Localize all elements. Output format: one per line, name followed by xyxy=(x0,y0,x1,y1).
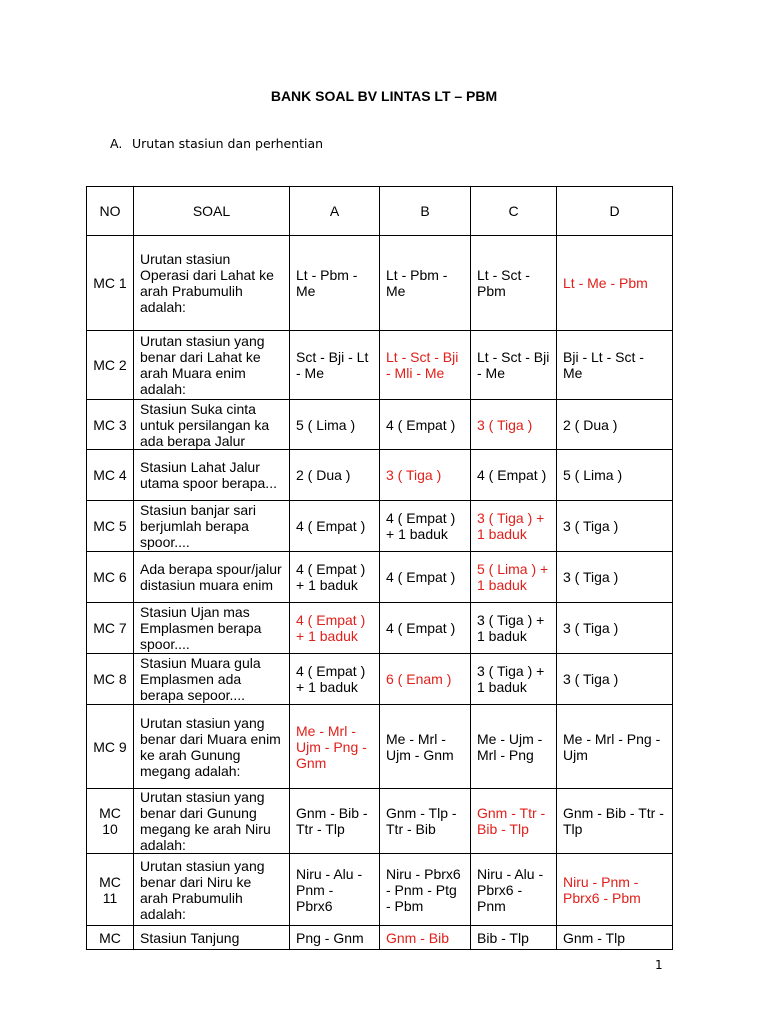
option-b: 3 ( Tiga ) xyxy=(380,450,471,501)
option-c: 3 ( Tiga ) + 1 baduk xyxy=(471,501,557,552)
option-c: 5 ( Lima ) + 1 baduk xyxy=(471,552,557,603)
option-c: 3 ( Tiga ) xyxy=(471,400,557,450)
option-d: Gnm - Bib - Ttr - Tlp xyxy=(557,789,673,854)
option-c: 4 ( Empat ) xyxy=(471,450,557,501)
table-row xyxy=(87,854,673,926)
question-number: MC 5 xyxy=(87,501,134,552)
option-d: 5 ( Lima ) xyxy=(557,450,673,501)
option-b: 4 ( Empat ) xyxy=(380,400,471,450)
table-row xyxy=(87,501,673,552)
option-b: 4 ( Empat ) xyxy=(380,552,471,603)
table-row xyxy=(87,450,673,501)
question-text: Stasiun Suka cinta untuk persilangan ka ada berapa Jalur xyxy=(134,400,290,450)
question-text: Stasiun Ujan mas Emplasmen berapa spoor.... xyxy=(134,603,290,654)
question-text: Stasiun Tanjung xyxy=(134,926,290,950)
section-heading xyxy=(110,136,323,151)
table-row xyxy=(87,603,673,654)
page-number: 1 xyxy=(655,958,663,972)
option-a: Niru - Alu - Pnm - Pbrx6 xyxy=(290,854,380,926)
question-text: Ada berapa spour/jalur distasiun muara enim xyxy=(134,552,290,603)
question-number: MC 10 xyxy=(87,789,134,854)
option-c: Niru - Alu - Pbrx6 - Pnm xyxy=(471,854,557,926)
question-text: Stasiun Muara gula Emplasmen ada berapa sepoor.... xyxy=(134,654,290,705)
option-d: Bji - Lt - Sct - Me xyxy=(557,331,673,400)
question-text: Stasiun Lahat Jalur utama spoor berapa... xyxy=(134,450,290,501)
question-number: MC 1 xyxy=(87,236,134,331)
option-b: Gnm - Tlp - Ttr - Bib xyxy=(380,789,471,854)
option-d: 3 ( Tiga ) xyxy=(557,654,673,705)
question-number: MC 2 xyxy=(87,331,134,400)
option-b: Lt - Sct - Bji - Mli - Me xyxy=(380,331,471,400)
header-no: NO xyxy=(87,187,134,236)
option-a: 4 ( Empat ) + 1 baduk xyxy=(290,603,380,654)
table-row xyxy=(87,236,673,331)
question-number: MC 9 xyxy=(87,705,134,789)
question-number: MC 11 xyxy=(87,854,134,926)
table-row xyxy=(87,789,673,854)
table-body xyxy=(87,236,673,950)
option-b: 6 ( Enam ) xyxy=(380,654,471,705)
option-d: Niru - Pnm - Pbrx6 - Pbm xyxy=(557,854,673,926)
table-row xyxy=(87,926,673,950)
option-d: Lt - Me - Pbm xyxy=(557,236,673,331)
header-d: D xyxy=(557,187,673,236)
option-a: 4 ( Empat ) + 1 baduk xyxy=(290,654,380,705)
question-table xyxy=(86,186,673,950)
option-c: 3 ( Tiga ) + 1 baduk xyxy=(471,654,557,705)
table-row xyxy=(87,552,673,603)
option-b: Me - Mrl - Ujm - Gnm xyxy=(380,705,471,789)
question-number: MC 8 xyxy=(87,654,134,705)
option-d: 2 ( Dua ) xyxy=(557,400,673,450)
option-a: 5 ( Lima ) xyxy=(290,400,380,450)
option-a: Png - Gnm xyxy=(290,926,380,950)
header-c: C xyxy=(471,187,557,236)
question-text: Urutan stasiun yang benar dari Muara enim ke arah Gunung megang adalah: xyxy=(134,705,290,789)
option-a: 4 ( Empat ) xyxy=(290,501,380,552)
option-b: Lt - Pbm - Me xyxy=(380,236,471,331)
header-b: B xyxy=(380,187,471,236)
option-a: Sct - Bji - Lt - Me xyxy=(290,331,380,400)
option-a: 2 ( Dua ) xyxy=(290,450,380,501)
question-text: Urutan stasiun Operasi dari Lahat ke arah Prabumulih adalah: xyxy=(134,236,290,331)
question-number: MC 6 xyxy=(87,552,134,603)
option-b: 4 ( Empat ) + 1 baduk xyxy=(380,501,471,552)
table-header-row xyxy=(87,187,673,236)
question-number: MC 3 xyxy=(87,400,134,450)
option-d: Me - Mrl - Png - Ujm xyxy=(557,705,673,789)
option-d: 3 ( Tiga ) xyxy=(557,552,673,603)
header-soal: SOAL xyxy=(134,187,290,236)
option-c: Lt - Sct - Pbm xyxy=(471,236,557,331)
option-c: Gnm - Ttr - Bib - Tlp xyxy=(471,789,557,854)
option-a: Gnm - Bib - Ttr - Tlp xyxy=(290,789,380,854)
table-row xyxy=(87,654,673,705)
document-title: BANK SOAL BV LINTAS LT – PBM xyxy=(270,88,498,104)
option-c: Bib - Tlp xyxy=(471,926,557,950)
option-d: Gnm - Tlp xyxy=(557,926,673,950)
section-letter: A. xyxy=(110,136,123,151)
option-d: 3 ( Tiga ) xyxy=(557,603,673,654)
option-b: 4 ( Empat ) xyxy=(380,603,471,654)
option-a: Me - Mrl - Ujm - Png - Gnm xyxy=(290,705,380,789)
question-number: MC 7 xyxy=(87,603,134,654)
option-c: Lt - Sct - Bji - Me xyxy=(471,331,557,400)
question-text: Stasiun banjar sari berjumlah berapa spoor.... xyxy=(134,501,290,552)
table-row xyxy=(87,331,673,400)
question-text: Urutan stasiun yang benar dari Gunung megang ke arah Niru adalah: xyxy=(134,789,290,854)
header-a: A xyxy=(290,187,380,236)
question-text: Urutan stasiun yang benar dari Lahat ke arah Muara enim adalah: xyxy=(134,331,290,400)
option-a: 4 ( Empat ) + 1 baduk xyxy=(290,552,380,603)
table-row xyxy=(87,400,673,450)
option-c: 3 ( Tiga ) + 1 baduk xyxy=(471,603,557,654)
section-title: Urutan stasiun dan perhentian xyxy=(132,136,324,151)
table-row xyxy=(87,705,673,789)
option-d: 3 ( Tiga ) xyxy=(557,501,673,552)
option-b: Gnm - Bib xyxy=(380,926,471,950)
option-b: Niru - Pbrx6 - Pnm - Ptg - Pbm xyxy=(380,854,471,926)
option-c: Me - Ujm - Mrl - Png xyxy=(471,705,557,789)
option-a: Lt - Pbm - Me xyxy=(290,236,380,331)
question-number: MC 4 xyxy=(87,450,134,501)
question-text: Urutan stasiun yang benar dari Niru ke arah Prabumulih adalah: xyxy=(134,854,290,926)
question-number: MC xyxy=(87,926,134,950)
